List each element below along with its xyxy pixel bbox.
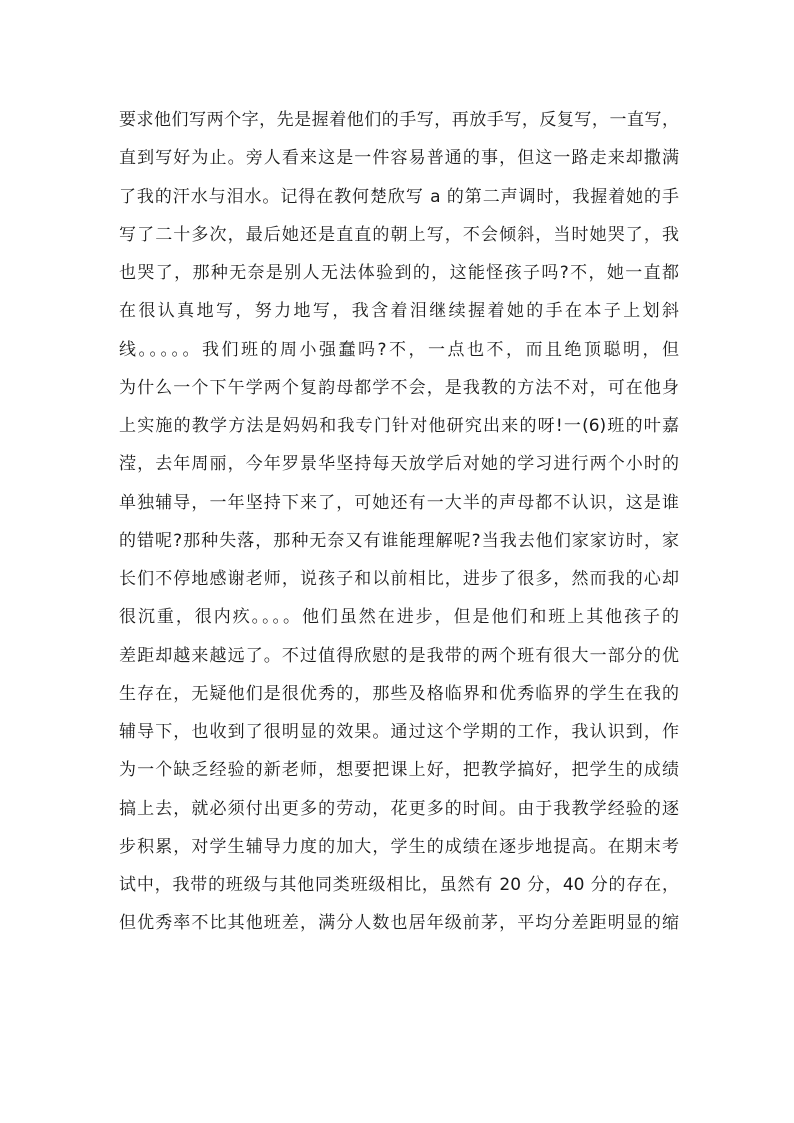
text-line: 步积累，对学生辅导力度的加大，学生的成绩在逐步地提高。在期末考: [119, 836, 679, 857]
text-line: 滢，去年周丽，今年罗景华坚持每天放学后对她的学习进行两个小时的: [119, 454, 679, 475]
text-line: 生存在，无疑他们是很优秀的，那些及格临界和优秀临界的学生在我的: [119, 683, 679, 704]
text-line: 在很认真地写，努力地写，我含着泪继续握着她的手在本子上划斜: [119, 301, 679, 322]
text-line: 单独辅导，一年坚持下来了，可她还有一大半的声母都不认识，这是谁: [119, 492, 679, 513]
text-line: 差距却越来越远了。不过值得欣慰的是我带的两个班有很大一部分的优: [119, 645, 679, 666]
text-line: 也哭了，那种无奈是别人无法体验到的，这能怪孩子吗?不，她一直都: [119, 263, 679, 283]
text-line: 线。。。。。我们班的周小强蠢吗?不，一点也不，而且绝顶聪明，但: [119, 339, 679, 360]
text-line: 要求他们写两个字，先是握着他们的手写，再放手写，反复写，一直写，: [119, 110, 679, 130]
text-line: 了我的汗水与泪水。记得在教何楚欣写 a 的第二声调时，我握着她的手: [119, 186, 679, 207]
text-line: 的错呢?那种失落，那种无奈又有谁能理解呢?当我去他们家家访时，家: [119, 530, 679, 551]
body-text: [119, 101, 679, 943]
text-line: 搞上去，就必须付出更多的劳动，花更多的时间。由于我教学经验的逐: [119, 798, 679, 819]
text-line: 写了二十多次，最后她还是直直的朝上写，不会倾斜，当时她哭了，我: [119, 224, 679, 245]
text-line: 为一个缺乏经验的新老师，想要把课上好，把教学搞好，把学生的成绩: [119, 760, 679, 781]
text-line: 为什么一个下午学两个复韵母都学不会，是我教的方法不对，可在他身: [119, 377, 679, 398]
text-line: 长们不停地感谢老师，说孩子和以前相比，进步了很多，然而我的心却: [119, 569, 679, 589]
text-line: 直到写好为止。旁人看来这是一件容易普通的事，但这一路走来却撒满: [119, 148, 679, 169]
text-line: 试中，我带的班级与其他同类班级相比，虽然有 20 分，40 分的存在，: [119, 875, 679, 895]
text-line: 辅导下，也收到了很明显的效果。通过这个学期的工作，我认识到，作: [119, 722, 679, 742]
text-line: 但优秀率不比其他班差，满分人数也居年级前茅，平均分差距明显的缩: [119, 913, 679, 934]
text-line: 上实施的教学方法是妈妈和我专门针对他研究出来的呀!一(6)班的叶嘉: [119, 416, 679, 436]
text-line: 很沉重，很内疚。。。。他们虽然在进步，但是他们和班上其他孩子的: [119, 607, 679, 628]
